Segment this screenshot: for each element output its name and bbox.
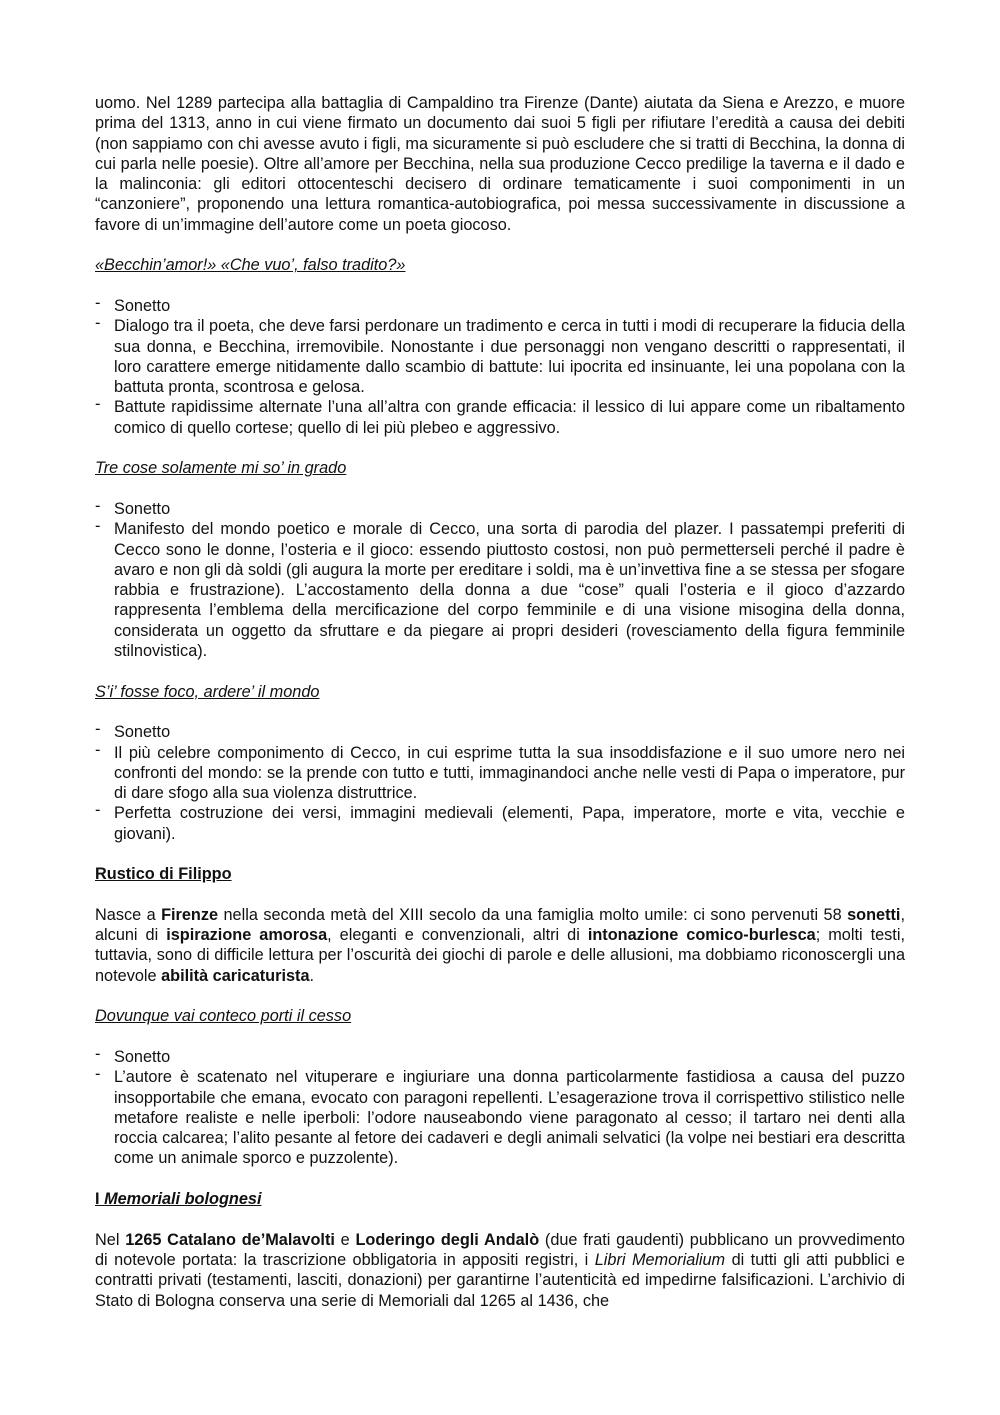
dash-bullet-icon: - <box>95 293 101 312</box>
dash-bullet-icon: - <box>95 801 101 820</box>
section-heading-cesso: Dovunque vai conteco porti il cesso <box>95 1007 352 1026</box>
dash-bullet-icon: - <box>95 395 101 414</box>
intro-paragraph: uomo. Nel 1289 partecipa alla battaglia di Campaldino tra Firenze (Dante) aiutata da Siena e Arezzo, e muore prima del 1313, anno in cui viene firmato un documento dai suoi 5 figli per rifiutare l’eredità a causa dei debiti (non sappiamo con chi avesse avuto i figli, ma sicuramente si può escludere che si tratti di Becchina, la donna di cui parla nelle poesie). Oltre all’amore per Becchina, nella sua produzione Cecco predilige la taverna e il dado e la malinconia: gli editori ottocenteschi decisero di ordinare tematicamente i suoi componimenti in un “canzoniere”, proponendo una lettura romantica-autobiografica, poi messa successivamente in discussione a favore di un’immagine dell’autore come un poeta giocoso. <box>95 94 905 234</box>
list-item: - Manifesto del mondo poetico e morale di Cecco, una sorta di parodia del plazer. I passatempi preferiti di Cecco sono le donne, l’osteria e il gioco: essendo piuttosto costosi, non può permetterseli perché il padre è avaro e non gli dà soldi (gli augura la morte per ereditare i soldi, ma è un’invettiva fine a se stessa per sfogare rabbia e frustrazione). L’accostamento della donna a due “cose” quali l’osteria e il gioco d’azzardo rappresenta l’emblema della mercificazione del corpo femminile e di una visione misogina della donna, considerata un oggetto da sfruttare e da piegare ai propri desideri (rovesciamento della figura femminile stilnovistica). <box>95 517 905 661</box>
bullet-list-foco <box>95 722 905 844</box>
list-item: - Sonetto <box>95 1044 171 1066</box>
list-item: - Sonetto <box>95 496 171 518</box>
memoriali-paragraph: Nel 1265 Catalano de’Malavolti e Loderingo degli Andalò (due frati gaudenti) pubblicano un provvedimento di notevole portata: la trascrizione obbligatoria in appositi registri, i Libri Memorialium di tutti gli atti pubblici e contratti privati (testamenti, lasciti, donazioni) per garantirne l’autenticità ed impedirne falsificazioni. L’archivio di Stato di Bologna conserva una serie di Memoriali dal 1265 al 1436, che <box>95 1230 905 1310</box>
dash-bullet-icon: - <box>95 517 101 536</box>
list-item: - Battute rapidissime alternate l’una all’altra con grande efficacia: il lessico di lui appare come un ribaltamento comico di quello cortese; quello di lei più plebeo e aggressivo. <box>95 395 905 437</box>
rustico-paragraph: Nasce a Firenze nella seconda metà del XIII secolo da una famiglia molto umile: ci sono pervenuti 58 sonetti, alcuni di ispirazione amorosa, eleganti e convenzionali, altri di intonazione comico-burlesca; molti testi, tuttavia, sono di difficile lettura per l’oscurità dei giochi di parole e delle allusioni, ma dobbiamo riconoscergli una notevole abilità caricaturista. <box>95 905 905 985</box>
section-heading-foco: S’i’ fosse foco, ardere’ il mondo <box>95 682 320 701</box>
dash-bullet-icon: - <box>95 1065 101 1084</box>
dash-bullet-icon: - <box>95 314 101 333</box>
section-heading-memoriali: I Memoriali bolognesi <box>95 1190 262 1209</box>
section-heading-tre-cose: Tre cose solamente mi so’ in grado <box>95 459 347 478</box>
list-item: - Sonetto <box>95 720 171 742</box>
bullet-list-cesso <box>95 1044 905 1169</box>
dash-bullet-icon: - <box>95 1044 101 1063</box>
dash-bullet-icon: - <box>95 740 101 759</box>
bullet-list-becchin <box>95 293 905 438</box>
list-item: - Sonetto <box>95 293 171 315</box>
dash-bullet-icon: - <box>95 720 101 739</box>
bullet-list-tre-cose <box>95 496 905 661</box>
section-heading-becchin: «Becchin’amor!» «Che vuo’, falso tradito?» <box>95 256 406 275</box>
list-item: - Dialogo tra il poeta, che deve farsi perdonare un tradimento e cerca in tutti i modi di recuperare la fiducia della sua donna, e Becchina, irremovibile. Nonostante i due personaggi non vengano descritti o rappresentati, il loro carattere emerge nitidamente dallo scambio di battute: lui ipocrita ed insinuante, lei una popolana con la battuta pronta, scontrosa e gelosa. <box>95 314 905 397</box>
list-item: - L’autore è scatenato nel vituperare e ingiuriare una donna particolarmente fastidiosa a causa del puzzo insopportabile che emana, evocato con paragoni repellenti. L’esagerazione trova il corrispettivo stilistico nelle metafore realiste e nelle iperboli: l’odore nauseabondo viene paragonato al cesso; il tartaro nei denti alla roccia calcarea; l’alito pesante al fetore dei cadaveri e degli animali selvatici (la volpe nei bestiari era descritta come un animale sporco e puzzolente). <box>95 1065 905 1168</box>
dash-bullet-icon: - <box>95 496 101 515</box>
section-heading-rustico: Rustico di Filippo <box>95 865 232 884</box>
list-item: - Il più celebre componimento di Cecco, in cui esprime tutta la sua insoddisfazione e il suo umore nero nei confronti del mondo: se la prende con tutto e tutti, immaginandoci anche nelle vesti di Papa o imperatore, pur di dare sfogo alla sua violenza distruttrice. <box>95 740 905 803</box>
list-item: - Perfetta costruzione dei versi, immagini medievali (elementi, Papa, imperatore, morte e vita, vecchie e giovani). <box>95 801 905 843</box>
